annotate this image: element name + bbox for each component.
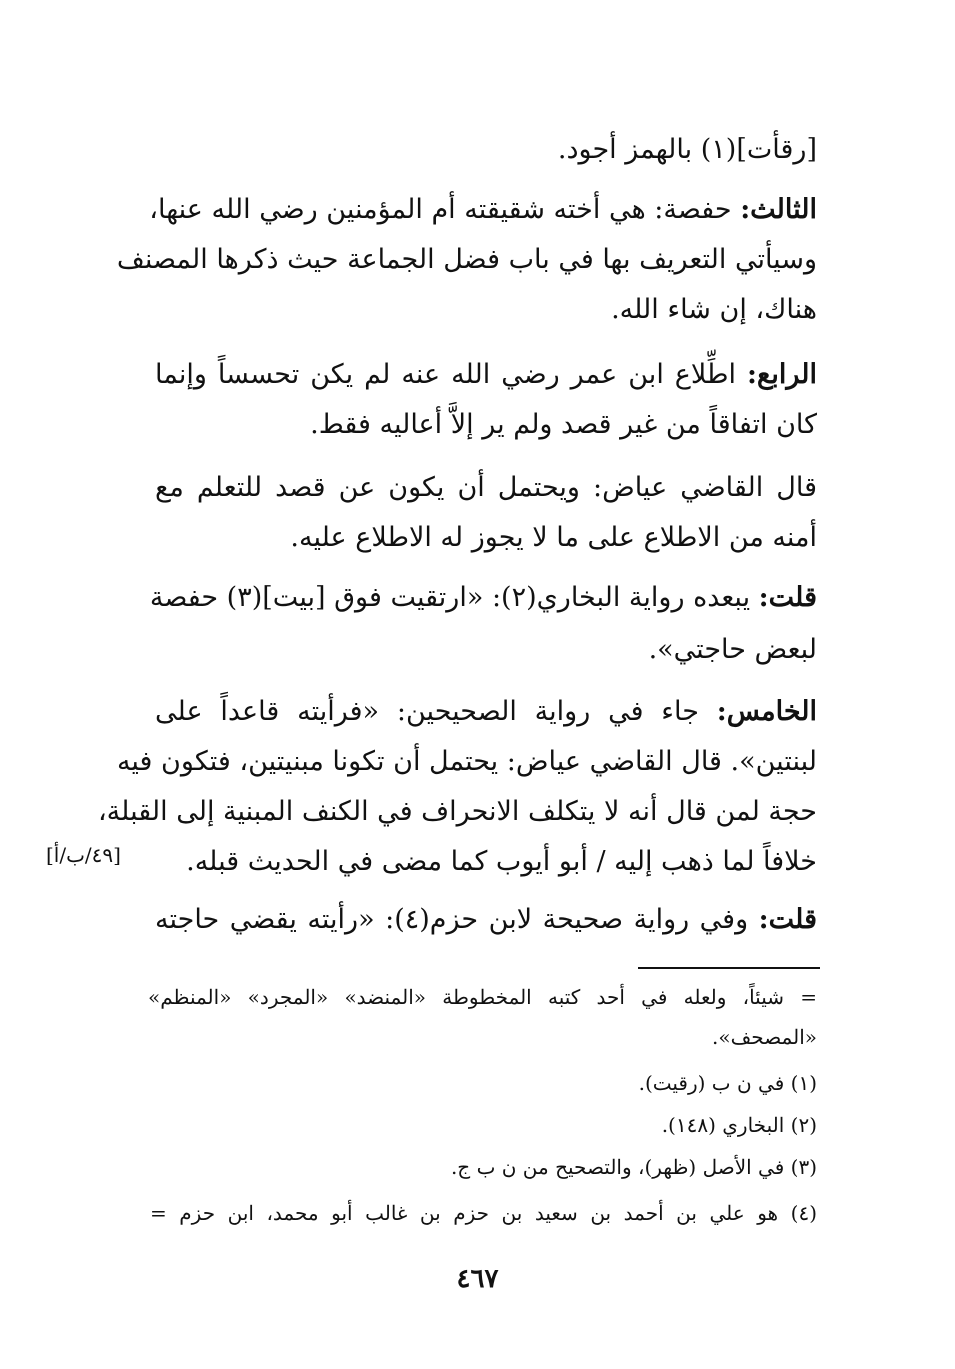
text-line: خلافاً لما ذهب إليه / أبو أيوب كما مضى في الحديث قبله. <box>186 846 817 877</box>
footnote-line: (٢) البخاري (١٤٨). <box>661 1113 817 1137</box>
paragraph-label: الخامس: <box>716 696 817 727</box>
text-line: [رقأت](١) بالهمز أجود. <box>557 134 817 165</box>
paragraph-label: الرابع: <box>747 359 817 390</box>
text-line: هناك، إن شاء الله. <box>611 294 817 325</box>
text-line: قلت: يبعده رواية البخاري(٢): «ارتقيت فوق [بيت](٣) حفصة <box>149 582 817 613</box>
footnote-line: «المصحف». <box>712 1025 817 1049</box>
text-line: أمنه من الاطلاع على ما لا يجوز له الاطلاع عليه. <box>290 522 817 553</box>
text-line: لبعض حاجتي». <box>648 634 817 665</box>
text-line: الخامس: جاء في رواية الصحيحين: «فرأيته قاعداً على <box>155 696 817 727</box>
footnote-line: (١) في ن ب (رقيت). <box>638 1071 817 1095</box>
footnote-line: (٣) في الأصل (ظهر)، والتصحيح من ن ب ج. <box>450 1155 817 1179</box>
footnote-separator <box>638 967 820 969</box>
text-line: حجة لمن قال أنه لا يتكلف الانحراف في الكنف المبنية إلى القبلة، <box>97 796 817 827</box>
text-line: الرابع: اطِّلاع ابن عمر رضي الله عنه لم يكن تحسساً وإنما <box>155 359 817 390</box>
text-line: وسيأتي التعريف بها في باب فضل الجماعة حيث ذكرها المصنف <box>116 244 817 275</box>
text-line: قلت: وفي رواية صحيحة لابن حزم(٤): «رأيته يقضي حاجته <box>155 904 817 935</box>
text-line: لبنتين». قال القاضي عياض: يحتمل أن تكونا مبنيتين، فتكون فيه <box>116 746 817 777</box>
paragraph-label: الثالث: <box>740 194 817 225</box>
footnote-line: (٤) هو علي بن أحمد بن سعيد بن حزم بن غالب أبو محمد، ابن حزم = <box>150 1201 817 1225</box>
text-line: كان اتفاقاً من غير قصد ولم ير إلاَّ أعاليه فقط. <box>310 409 817 440</box>
margin-folio-reference: [٤٩/ب/أ] <box>46 843 121 867</box>
text-line: الثالث: حفصة: هي أخته شقيقته أم المؤمنين رضي الله عنها، <box>149 194 817 225</box>
paragraph-label: قلت: <box>758 582 817 613</box>
text-line: قال القاضي عياض: ويحتمل أن يكون عن قصد للتعلم مع <box>155 472 817 503</box>
paragraph-label: قلت: <box>758 904 817 935</box>
footnote-line: = شيئاً، ولعله في أحد كتبه المخطوطة «المنضد» «المجرد» «المنظم» <box>148 985 817 1009</box>
page-number: ٤٦٧ <box>456 1264 499 1294</box>
